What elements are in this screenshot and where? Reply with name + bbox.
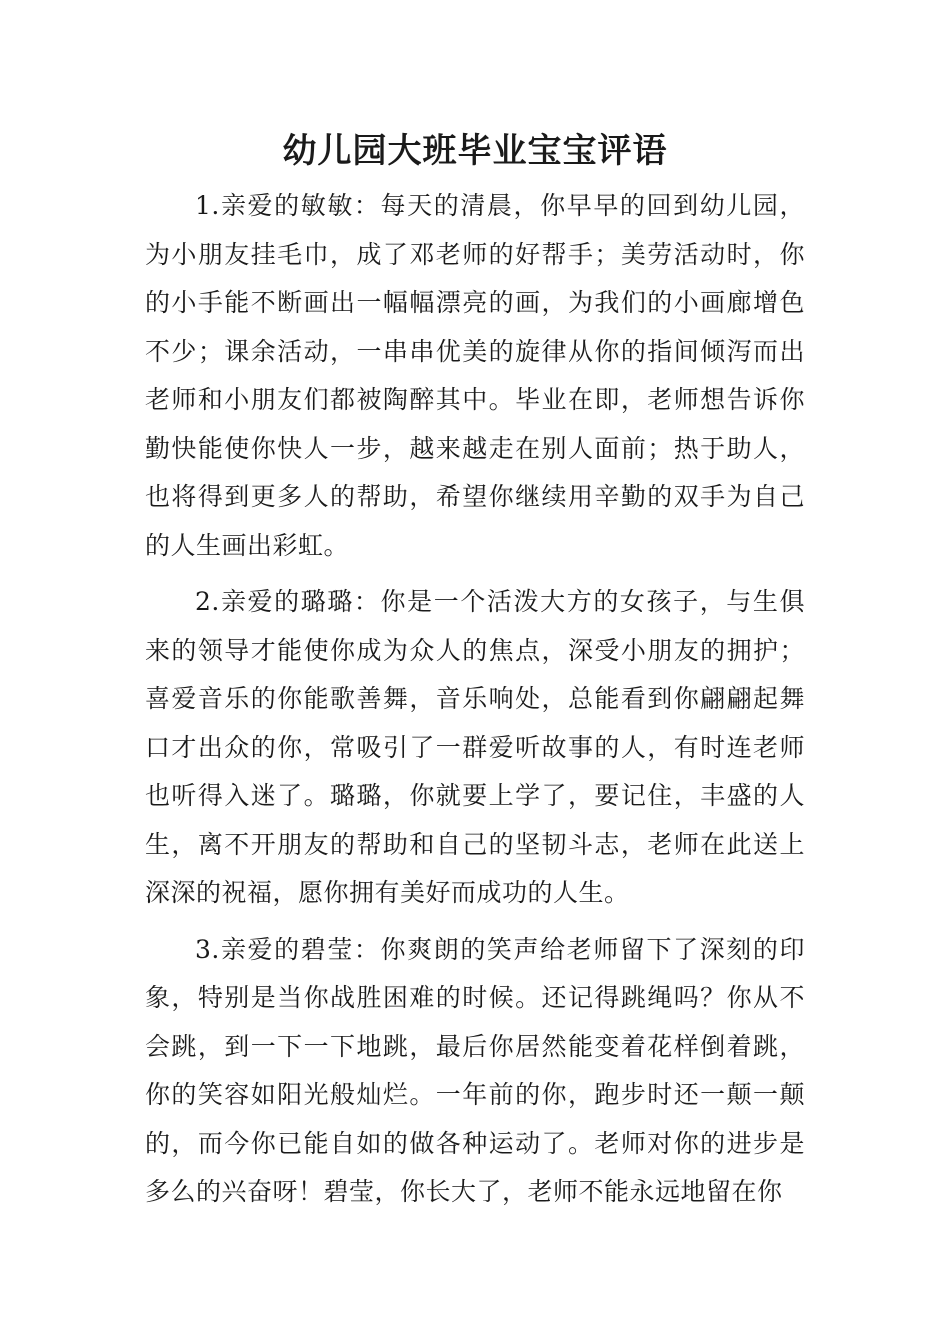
document-page — [145, 128, 805, 1225]
document-title: 幼儿园大班毕业宝宝评语 — [282, 131, 668, 171]
comment-paragraph-2: 2.亲爱的璐璐：你是一个活泼大方的女孩子，与生俱来的领导才能使你成为众人的焦点，深受小朋友的拥护；喜爱音乐的你能歌善舞，音乐响处，总能看到你翩翩起舞口才出众的你，常吸引了一群爱听故事的人，有时连老师也听得入迷了。璐璐，你就要上学了，要记住，丰盛的人生，离不开朋友的帮助和自己的坚韧斗志，老师在此送上深深的祝福，愿你拥有美好而成功的人生。 — [145, 587, 805, 907]
comment-paragraph-1: 1.亲爱的敏敏：每天的清晨，你早早的回到幼儿园，为小朋友挂毛巾，成了邓老师的好帮手；美劳活动时，你的小手能不断画出一幅幅漂亮的画，为我们的小画廊增色不少；课余活动，一串串优美的旋律从你的指间倾泻而出老师和小朋友们都被陶醉其中。毕业在即，老师想告诉你勤快能使你快人一步，越来越走在别人面前；热于助人，也将得到更多人的帮助，希望你继续用辛勤的双手为自己的人生画出彩虹。 — [145, 191, 805, 560]
comment-paragraph-3: 3.亲爱的碧莹：你爽朗的笑声给老师留下了深刻的印象，特别是当你战胜困难的时候。还记得跳绳吗？你从不会跳，到一下一下地跳，最后你居然能变着花样倒着跳，你的笑容如阳光般灿烂。一年前的你，跑步时还一颠一颠的，而今你已能自如的做各种运动了。老师对你的进步是多么的兴奋呀！碧莹，你长大了，老师不能永远地留在你 — [145, 934, 805, 1206]
